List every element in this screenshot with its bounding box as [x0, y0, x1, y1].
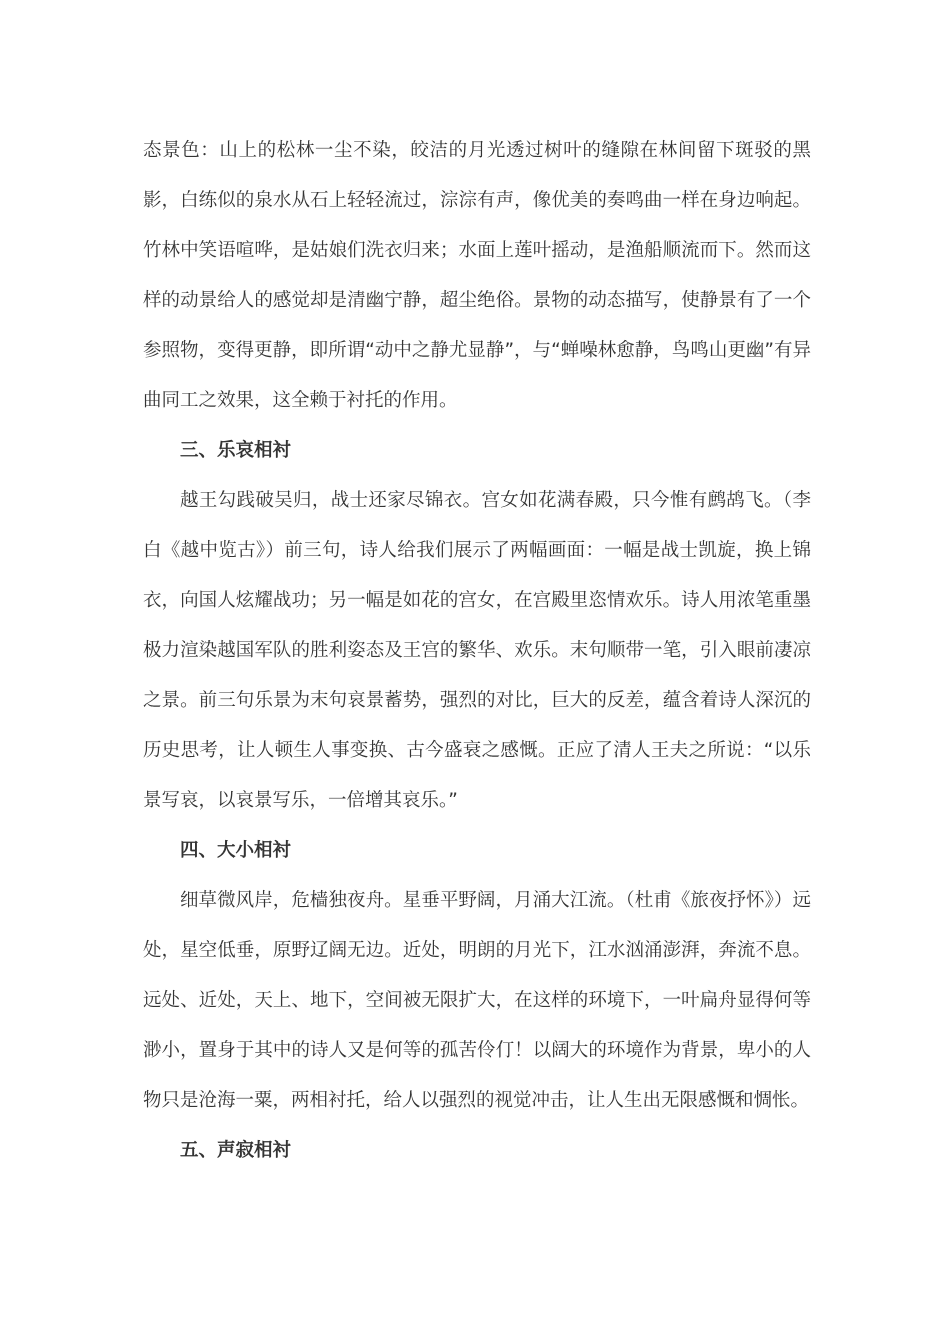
- section-heading-large-small: 四、大小相衬: [180, 840, 292, 861]
- document-page: [143, 126, 811, 1176]
- paragraph-large-small: 细草微风岸，危樯独夜舟。星垂平野阔，月涌大江流。（杜甫《旅夜抒怀》）远处，星空低垂，原野辽阔无边。近处，明朗的月光下，江水汹涌澎湃，奔流不息。远处、近处，天上、地下，空间被无限扩大，在这样的环境下，一叶扁舟显得何等渺小，置身于其中的诗人又是何等的孤苦伶仃！以阔大的环境作为背景，卑小的人物只是沧海一粟，两相衬托，给人以强烈的视觉冲击，让人生出无限感慨和惆怅。: [143, 890, 811, 1111]
- paragraph-joy-sorrow: 越王勾践破吴归，战士还家尽锦衣。宫女如花满春殿，只今惟有鹧鸪飞。（李白《越中览古》）前三句，诗人给我们展示了两幅画面：一幅是战士凯旋，换上锦衣，向国人炫耀战功；另一幅是如花的宫女，在宫殿里恣情欢乐。诗人用浓笔重墨极力渲染越国军队的胜利姿态及王宫的繁华、欢乐。末句顺带一笔，引入眼前凄凉之景。前三句乐景为末句哀景蓄势，强烈的对比，巨大的反差，蕴含着诗人深沉的历史思考，让人顿生人事变换、古今盛衰之感慨。正应了清人王夫之所说：“以乐景写哀，以哀景写乐，一倍增其哀乐。”: [143, 490, 811, 811]
- section-heading-sound-silence: 五、声寂相衬: [180, 1140, 292, 1161]
- paragraph-dynamic-scenery: 态景色：山上的松林一尘不染，皎洁的月光透过树叶的缝隙在林间留下斑驳的黑影，白练似的泉水从石上轻轻流过，淙淙有声，像优美的奏鸣曲一样在身边响起。竹林中笑语喧哗，是姑娘们洗衣归来；水面上莲叶摇动，是渔船顺流而下。然而这样的动景给人的感觉却是清幽宁静，超尘绝俗。景物的动态描写，使静景有了一个参照物，变得更静，即所谓“动中之静尤显静”，与“蝉噪林愈静，鸟鸣山更幽”有异曲同工之效果，这全赖于衬托的作用。: [143, 140, 811, 411]
- section-heading-joy-sorrow: 三、乐哀相衬: [180, 440, 292, 461]
